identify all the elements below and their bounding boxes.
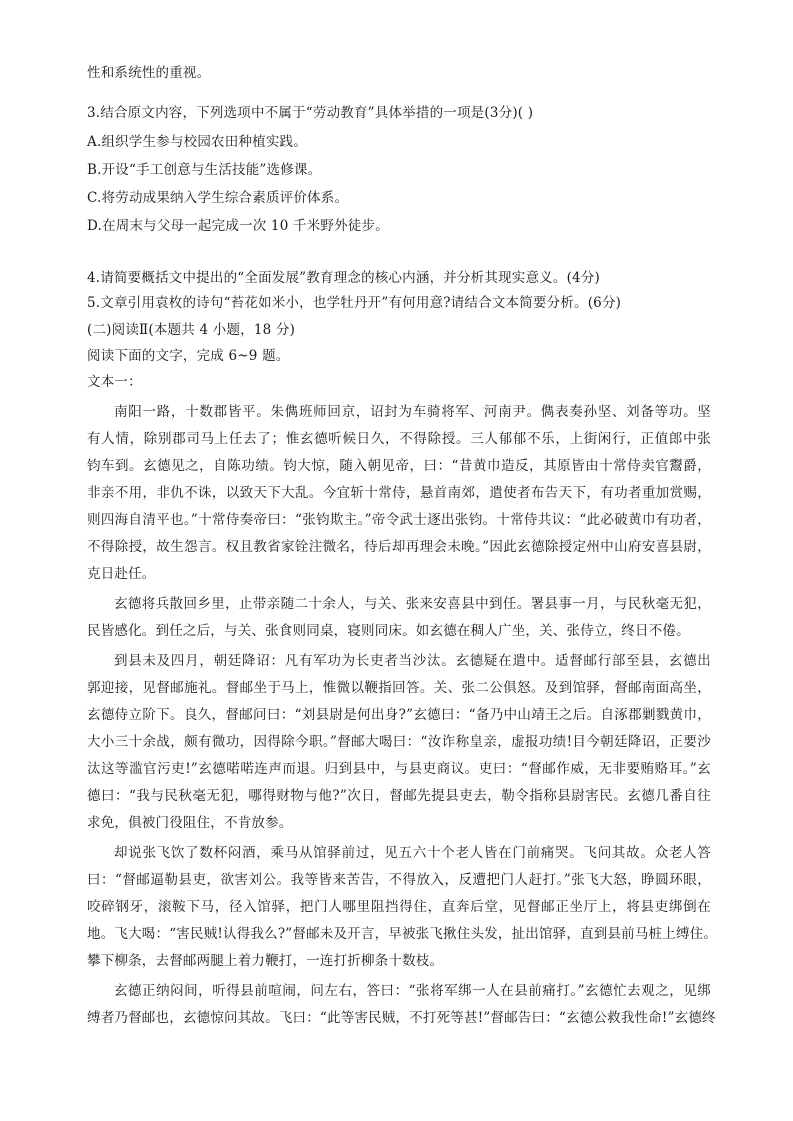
passage-line: 汰这等滥官污吏!”玄德喏喏连声而退。归到县中，与县吏商议。吏曰：“督邮作威，无非要贿赂耳。”玄: [87, 761, 711, 777]
passage-line: 曰：“督邮逼勒县吏，欲害刘公。我等皆来苦告，不得放入，反遭把门人赶打。”张飞大怒，睁圆环眼，: [87, 872, 711, 888]
passage-line: 却说张飞饮了数杯闷酒，乘马从馆驿前过，见五六十个老人皆在门前痛哭。飞问其故。众老人答: [114, 845, 711, 861]
question-4: 4.请简要概括文中提出的“全面发展”教育理念的核心内涵，并分析其现实意义。(4分): [87, 270, 601, 286]
passage-line: 钧车到。玄德见之，自陈功绩。钧大惊，随入朝见帝，曰：“昔黄巾造反，其原皆由十常侍卖官鬻爵，: [87, 458, 711, 474]
question-5: 5.文章引用袁枚的诗句“苔花如米小，也学牡丹开”有何用意?请结合文本简要分析。(6分): [87, 295, 622, 311]
text-label: 文本一：: [87, 374, 142, 390]
passage-line: 克日赴任。: [87, 566, 156, 582]
option-c: C.将劳动成果纳入学生综合素质评价体系。: [87, 190, 349, 206]
passage-line: 德曰：“我与民秋毫无犯，哪得财物与他?”次日，督邮先提县吏去，勒令指称县尉害民。玄德几番自往: [87, 788, 711, 804]
question-3: 3.结合原文内容，下列选项中不属于“劳动教育”具体举措的一项是(3分)( ): [87, 105, 534, 121]
passage-line: 大小三十余战，颇有微功，因得除今职。”督邮大喝曰：“汝诈称皇亲，虚报功绩!目今朝廷降诏，正要沙: [87, 734, 711, 750]
passage-line: 郭迎接，见督邮施礼。督邮坐于马上，惟微以鞭指回答。关、张二公俱怒。及到馆驿，督邮南面高坐，: [87, 680, 711, 696]
passage-line: 则四海自清平也。”十常侍奏帝曰：“张钧欺主。”帝令武士逐出张钧。十常侍共议：“此必破黄巾有功者，: [87, 512, 711, 528]
passage-line: 玄德正纳闷间，听得县前喧闹，问左右，答曰：“张将军绑一人在县前痛打。”玄德忙去观之，见绑: [114, 983, 711, 999]
passage-line: 缚者乃督邮也，玄德惊问其故。飞曰：“此等害民贼，不打死等甚!”督邮告曰：“玄德公救我性命!”玄德终: [87, 1010, 716, 1026]
passage-line: 求免，俱被门役阻住，不肯放参。: [87, 815, 293, 831]
option-d: D.在周末与父母一起完成一次 10 千米野外徒步。: [87, 218, 389, 234]
passage-line: 民皆感化。到任之后，与关、张食则同桌，寝则同床。如玄德在稠人广坐，关、张侍立，终日不倦。: [87, 623, 690, 639]
passage-line: 玄德侍立阶下。良久，督邮问曰：“刘县尉是何出身?”玄德曰：“备乃中山靖王之后。自涿郡剿戮黄巾，: [87, 707, 711, 723]
passage-line: 不得除授，故生怨言。权且教省家铨注微名，待后却再理会未晚。”因此玄德除授定州中山府安喜县尉，: [87, 539, 711, 555]
instruction-line: 阅读下面的文字，完成 6~9 题。: [87, 348, 290, 364]
option-b: B.开设“手工创意与生活技能”选修课。: [87, 162, 322, 178]
passage-line: 有人情，除别郡司马上任去了；惟玄德听候日久，不得除授。三人郁郁不乐，上街闲行，正值郎中张: [87, 431, 711, 447]
passage-line: 咬碎钢牙，滚鞍下马，径入馆驿，把门人哪里阻挡得住，直奔后堂，见督邮正坐厅上，将县吏绑倒在: [87, 899, 711, 915]
passage-line: 非亲不用，非仇不诛，以致天下大乱。今宜斩十常侍，悬首南郊，遣使者布告天下，有功者重加赏赐，: [87, 485, 711, 501]
passage-line: 玄德将兵散回乡里，止带亲随二十余人，与关、张来安喜县中到任。署县事一月，与民秋毫无犯，: [114, 596, 711, 612]
text-line: 性和系统性的重视。: [87, 65, 211, 81]
section-heading: (二)阅读Ⅱ(本题共 4 小题，18 分): [87, 322, 296, 338]
passage-line: 南阳一路，十数郡皆平。朱儁班师回京，诏封为车骑将军、河南尹。儁表奏孙坚、刘备等功。坚: [114, 404, 711, 420]
option-a: A.组织学生参与校园农田种植实践。: [87, 134, 307, 150]
passage-line: 地。飞大喝：“害民贼!认得我么?”督邮未及开言，早被张飞揪住头发，扯出馆驿，直到县前马桩上缚住。: [87, 926, 718, 942]
passage-line: 攀下柳条，去督邮两腿上着力鞭打，一连打折柳条十数枝。: [87, 953, 444, 969]
passage-line: 到县未及四月，朝廷降诏：凡有军功为长吏者当沙汰。玄德疑在遣中。适督邮行部至县，玄德出: [114, 653, 711, 669]
